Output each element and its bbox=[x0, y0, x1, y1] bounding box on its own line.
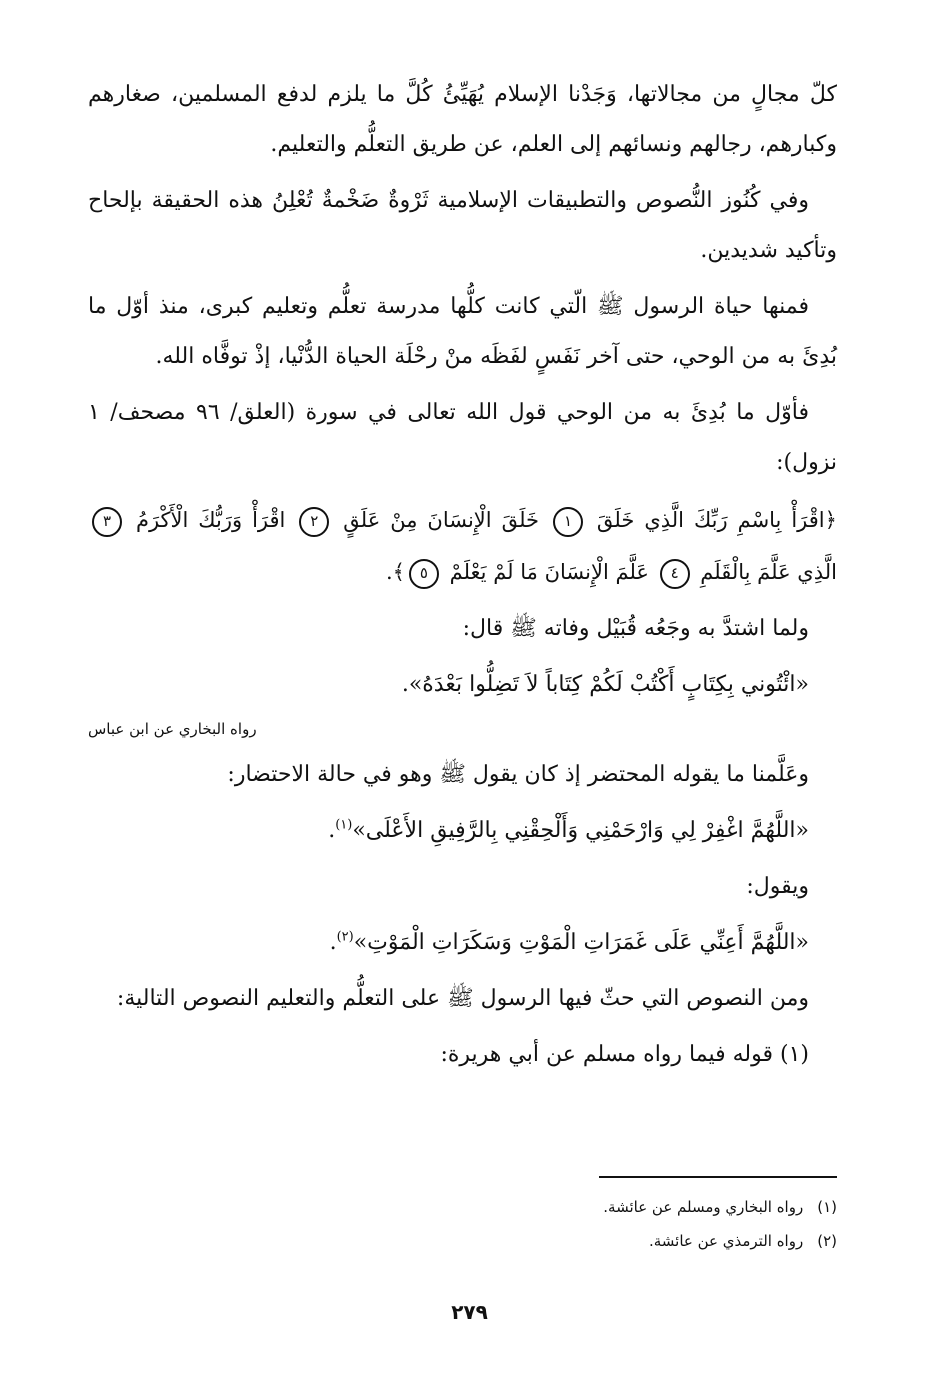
footnote-2-text: رواه الترمذي عن عائشة. bbox=[648, 1232, 804, 1250]
hadith-3 bbox=[88, 918, 837, 968]
paragraph-2: وفي كُنُوز النُّصوص والتطبيقات الإسلامية ثَرْوةٌ ضَخْمةٌ تُعْلِنُ هذه الحقيقة بإلحاح وتأكيد شديدين. bbox=[88, 188, 837, 263]
footnote-1-number: (١) bbox=[817, 1198, 837, 1216]
quran-verse-4: الَّذِي عَلَّمَ بِالْقَلَمِ bbox=[700, 560, 837, 584]
footnotes bbox=[88, 1190, 837, 1258]
hadith-1: «ائْتُوني بِكِتَابٍ أَكْتُبْ لَكُمْ كِتَاباً لاَ تَضِلُّوا بَعْدَهُ». bbox=[401, 672, 809, 697]
paragraph-3: فمنها حياة الرسول ﷺ الّتي كانت كلُّها مدرسة تعلُّم وتعليم كبرى، منذ أوّل ما بُدِئَ به من الوحي، حتى آخر نَفَسٍ لفَظَه منْ رحْلَة الحياة الدُّنْيا، إذْ توفَّاه الله. bbox=[88, 294, 837, 369]
paragraph-4: فأوّل ما بُدِئَ به من الوحي قول الله تعالى في سورة (العلق/ ٩٦ مصحف/ ١ نزول): bbox=[88, 400, 837, 475]
page-body bbox=[88, 70, 837, 1086]
paragraph-1: كلّ مجالٍ من مجالاتها، وَجَدْنا الإسلام يُهَيِّئُ كُلَّ ما يلزم لدفع المسلمين، صغارهم وكبارهم، رجالهم ونسائهم إلى العلم، عن طريق التعلُّم والتعليم. bbox=[88, 82, 837, 157]
quran-verse-5: عَلَّمَ الْإِنسَانَ مَا لَمْ يَعْلَمْ bbox=[449, 560, 649, 584]
quran-verse-3: اقْرَأْ وَرَبُّكَ الْأَكْرَمُ bbox=[135, 508, 286, 532]
hadith-2-end: . bbox=[328, 818, 336, 843]
hadith-1-source: رواه البخاري عن ابن عباس bbox=[88, 720, 257, 738]
footnote-1 bbox=[88, 1190, 837, 1224]
hadith-3-end: . bbox=[329, 930, 337, 955]
paragraph-5: ولما اشتدَّ به وجَعُه قُبَيْل وفاته ﷺ قال: bbox=[462, 616, 809, 641]
quran-verse-2: خَلَقَ الْإِنسَانَ مِنْ عَلَقٍ bbox=[343, 508, 540, 532]
hadith-2-text: «اللَّهُمَّ اغْفِرْ لِي وَارْحَمْنِي وَأَلْحِقْنِي بِالرَّفِيقِ الأَعْلَى» bbox=[352, 818, 809, 843]
footnote-ref-1: (١) bbox=[335, 817, 353, 833]
hadith-3-text: «اللَّهُمَّ أَعِنِّي عَلَى غَمَرَاتِ الْمَوْتِ وَسَكَرَاتِ الْمَوْتِ» bbox=[353, 930, 809, 955]
ayah-number-1: ١ bbox=[553, 507, 583, 537]
ayah-number-5: ٥ bbox=[409, 559, 439, 589]
paragraph-9: (١) قوله فيما رواه مسلم عن أبي هريرة: bbox=[440, 1042, 809, 1067]
ayah-number-3: ٣ bbox=[92, 507, 122, 537]
hadith-2 bbox=[88, 806, 837, 856]
paragraph-7: ويقول: bbox=[746, 874, 809, 899]
paragraph-8: ومن النصوص التي حثّ فيها الرسول ﷺ على التعلُّم والتعليم النصوص التالية: bbox=[116, 986, 809, 1011]
footnote-1-text: رواه البخاري ومسلم عن عائشة. bbox=[603, 1198, 804, 1216]
ayah-number-2: ٢ bbox=[299, 507, 329, 537]
footnote-ref-2: (٢) bbox=[336, 929, 354, 945]
paragraph-6: وعَلَّمنا ما يقوله المحتضر إذ كان يقول ﷺ وهو في حالة الاحتضار: bbox=[227, 762, 809, 787]
quran-verses bbox=[88, 494, 837, 598]
footnote-separator bbox=[599, 1176, 837, 1178]
quran-verse-1: اقْرَأْ بِاسْمِ رَبِّكَ الَّذِي خَلَقَ bbox=[596, 508, 825, 532]
footnote-2-number: (٢) bbox=[817, 1232, 837, 1250]
quran-close-bracket: ﴾. bbox=[385, 560, 405, 584]
page-number: ٢٧٩ bbox=[451, 1300, 488, 1324]
quran-open-bracket: ﴿ bbox=[824, 508, 837, 532]
ayah-number-4: ٤ bbox=[660, 559, 690, 589]
footnote-2 bbox=[88, 1224, 837, 1258]
